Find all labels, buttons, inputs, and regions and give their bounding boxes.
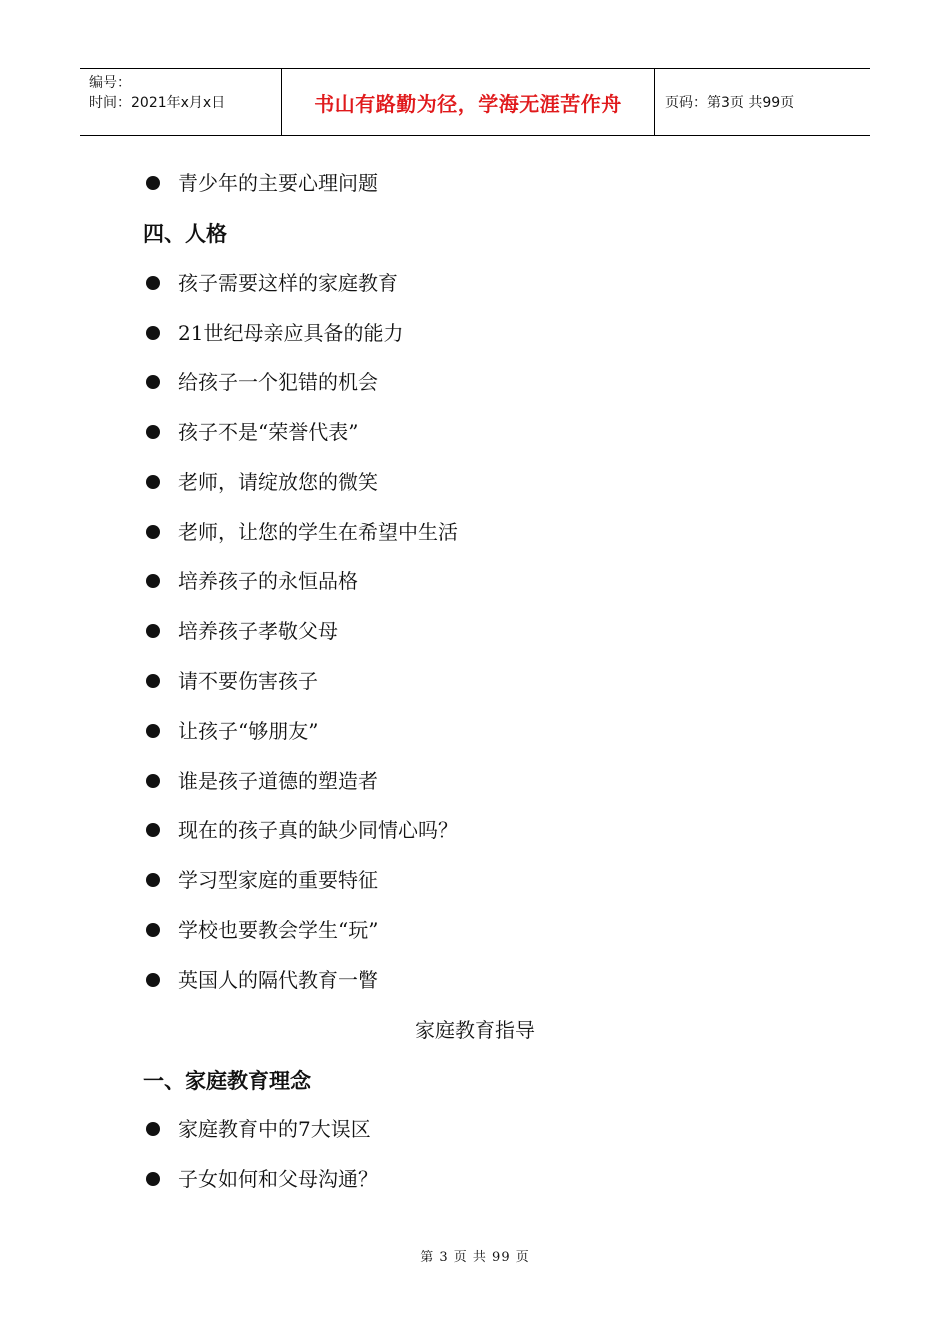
bullet-icon — [146, 674, 160, 688]
list-item-text: 老师，请绽放您的微笑 — [178, 470, 378, 494]
bullet-icon — [146, 276, 160, 290]
list-item-text: 英国人的隔代教育一瞥 — [178, 968, 378, 992]
document-time-label: 时间：2021年x月x日 — [89, 95, 226, 111]
bullet-icon — [146, 724, 160, 738]
bullet-icon — [146, 973, 160, 987]
list-item-text: 青少年的主要心理问题 — [178, 171, 378, 195]
list-item-text: 学习型家庭的重要特征 — [178, 868, 378, 892]
list-item-text: 请不要伤害孩子 — [178, 669, 318, 693]
header-motto-cell — [282, 69, 655, 135]
header-page-info: 页码：第3页 共99页 — [665, 95, 795, 111]
bullet-icon — [146, 375, 160, 389]
list-item-text: 家庭教育中的7大误区 — [178, 1117, 371, 1141]
page-header — [80, 68, 870, 136]
bullet-icon — [146, 624, 160, 638]
header-motto: 书山有路勤为径，学海无涯苦作舟 — [314, 91, 622, 116]
bullet-icon — [146, 873, 160, 887]
guide-title: 家庭教育指导 — [415, 1018, 535, 1042]
section-heading: 一、家庭教育理念 — [143, 1069, 311, 1093]
list-item-text: 让孩子“够朋友” — [178, 719, 319, 743]
bullet-icon — [146, 923, 160, 937]
bullet-icon — [146, 425, 160, 439]
header-meta-cell — [80, 69, 282, 135]
header-page-cell — [655, 69, 870, 135]
document-number-label: 编号： — [89, 75, 131, 91]
bullet-icon — [146, 1172, 160, 1186]
list-item-text: 子女如何和父母沟通？ — [178, 1167, 378, 1191]
bullet-icon — [146, 574, 160, 588]
list-item-text: 培养孩子的永恒品格 — [178, 569, 358, 593]
list-item-text: 孩子需要这样的家庭教育 — [178, 271, 398, 295]
list-item-text: 给孩子一个犯错的机会 — [178, 370, 378, 394]
bullet-icon — [146, 525, 160, 539]
list-item-text: 21世纪母亲应具备的能力 — [178, 321, 404, 345]
bullet-icon — [146, 1122, 160, 1136]
bullet-icon — [146, 326, 160, 340]
list-item-text: 谁是孩子道德的塑造者 — [178, 769, 378, 793]
list-item-text: 培养孩子孝敬父母 — [178, 619, 338, 643]
list-item-text: 现在的孩子真的缺少同情心吗？ — [178, 818, 458, 842]
section-heading: 四、人格 — [143, 222, 227, 246]
bullet-icon — [146, 774, 160, 788]
bullet-icon — [146, 176, 160, 190]
bullet-icon — [146, 823, 160, 837]
list-item-text: 老师，让您的学生在希望中生活 — [178, 520, 458, 544]
page-footer: 第 3 页 共 99 页 — [420, 1250, 530, 1265]
list-item-text: 孩子不是“荣誉代表” — [178, 420, 359, 444]
bullet-icon — [146, 475, 160, 489]
list-item-text: 学校也要教会学生“玩” — [178, 918, 379, 942]
